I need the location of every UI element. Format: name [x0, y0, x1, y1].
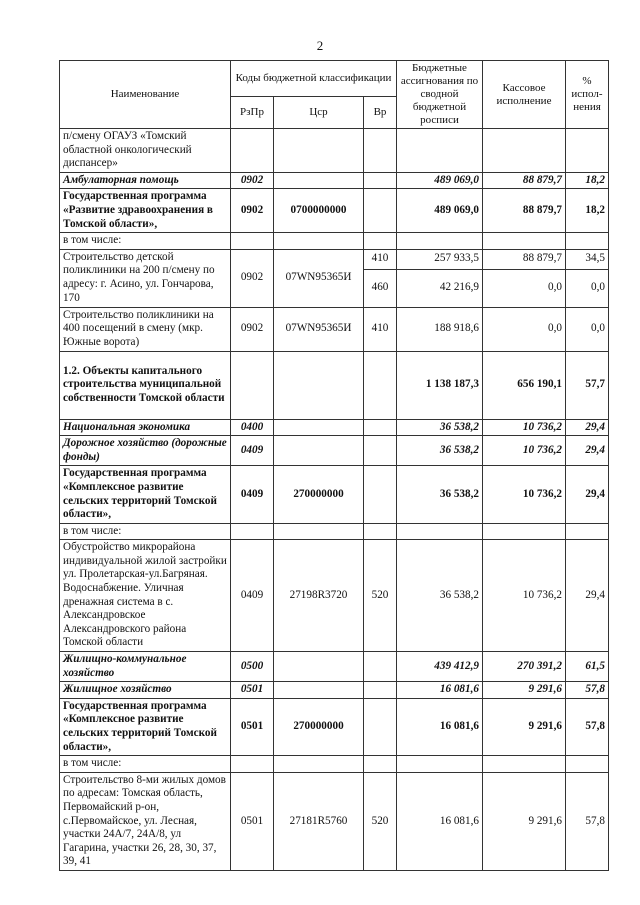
table-row: [60, 233, 609, 250]
budget-table: [59, 60, 609, 871]
row-name: Государственная программа «Развитие здравоохранения в Томской области»,: [60, 189, 231, 233]
header-codes: Коды бюджетной классификации: [231, 61, 397, 97]
row-cash: 10 736,2: [483, 466, 566, 523]
row-name: в том числе:: [60, 756, 231, 773]
row-pct: 57,8: [566, 698, 609, 755]
row-rzpr: 0902: [231, 249, 274, 307]
row-cash: 9 291,6: [483, 698, 566, 755]
row-csr: 07WN95365И: [274, 307, 364, 351]
row-cash: 0,0: [483, 307, 566, 351]
table-row: [60, 172, 609, 189]
row-rzpr: 0409: [231, 466, 274, 523]
row-cash: 88 879,7: [483, 172, 566, 189]
row-cash: 656 190,1: [483, 351, 566, 419]
row-vr: 460: [364, 269, 397, 307]
header-csr: Цср: [274, 97, 364, 129]
row-csr: 0700000000: [274, 189, 364, 233]
row-assign: 16 081,6: [397, 682, 483, 699]
row-rzpr: 0400: [231, 419, 274, 436]
row-name: Обустройство микрорайона индивидуальной жилой застройки ул. Пролетарская-ул.Багряная. Водоснабжение. Уличная дренажная система в с. Александровское Александровского района Томской области: [60, 540, 231, 652]
row-pct: 29,4: [566, 540, 609, 652]
row-rzpr: 0501: [231, 698, 274, 755]
row-assign: 1 138 187,3: [397, 351, 483, 419]
row-cash: 88 879,7: [483, 249, 566, 269]
row-name: Государственная программа «Комплексное развитие сельских территорий Томской области»,: [60, 698, 231, 755]
row-csr: 07WN95365И: [274, 249, 364, 307]
row-cash: 270 391,2: [483, 652, 566, 682]
table-row: [60, 466, 609, 523]
row-pct: 34,5: [566, 249, 609, 269]
row-cash: 0,0: [483, 269, 566, 307]
table-row: [60, 772, 609, 870]
row-vr: 520: [364, 772, 397, 870]
row-pct: 18,2: [566, 189, 609, 233]
row-assign: 489 069,0: [397, 189, 483, 233]
table-row: [60, 756, 609, 773]
row-pct: 57,8: [566, 772, 609, 870]
row-pct: 61,5: [566, 652, 609, 682]
table-row: [60, 351, 609, 419]
row-rzpr: 0409: [231, 540, 274, 652]
row-csr: 270000000: [274, 466, 364, 523]
row-name: Амбулаторная помощь: [60, 172, 231, 189]
row-name: Строительство 8-ми жилых домов по адресам: Томская область, Первомайский р-он, с.Первомайское, ул. Лесная, участки 24А/7, 24А/8, ул Гагарина, участки 26, 28, 30, 37, 39, 41: [60, 772, 231, 870]
row-cash: 9 291,6: [483, 772, 566, 870]
row-rzpr: 0501: [231, 682, 274, 699]
row-name: Национальная экономика: [60, 419, 231, 436]
row-rzpr: 0409: [231, 436, 274, 466]
row-csr: 27198R3720: [274, 540, 364, 652]
row-assign: 42 216,9: [397, 269, 483, 307]
row-pct: 29,4: [566, 436, 609, 466]
header-vr: Вр: [364, 97, 397, 129]
row-pct: 0,0: [566, 307, 609, 351]
row-cash: 10 736,2: [483, 419, 566, 436]
row-name: п/смену ОГАУЗ «Томский областной онкологический диспансер»: [60, 129, 231, 173]
row-assign: 257 933,5: [397, 249, 483, 269]
table-row: [60, 540, 609, 652]
row-assign: 36 538,2: [397, 419, 483, 436]
table-row: [60, 436, 609, 466]
row-pct: 29,4: [566, 419, 609, 436]
row-rzpr: 0902: [231, 172, 274, 189]
row-cash: 88 879,7: [483, 189, 566, 233]
row-rzpr: 0902: [231, 307, 274, 351]
row-name: 1.2. Объекты капитального строительства муниципальной собственности Томской области: [60, 351, 231, 419]
table-row: [60, 682, 609, 699]
row-assign: 439 412,9: [397, 652, 483, 682]
row-cash: 9 291,6: [483, 682, 566, 699]
row-assign: 16 081,6: [397, 698, 483, 755]
row-cash: 10 736,2: [483, 540, 566, 652]
header-assignations: Бюджетные ассигнования по сводной бюджетной росписи: [397, 61, 483, 129]
table-row: [60, 189, 609, 233]
row-assign: 188 918,6: [397, 307, 483, 351]
page-number: 2: [316, 38, 324, 53]
table-row: [60, 129, 609, 173]
table-row: [60, 652, 609, 682]
row-name: Строительство детской поликлиники на 200 п/смену по адресу: г. Асино, ул. Гончарова, 170: [60, 249, 231, 307]
row-pct: 0,0: [566, 269, 609, 307]
table-row: [60, 249, 609, 269]
row-assign: 36 538,2: [397, 436, 483, 466]
table-row: [60, 307, 609, 351]
row-name: в том числе:: [60, 233, 231, 250]
row-assign: 36 538,2: [397, 540, 483, 652]
row-pct: 57,8: [566, 682, 609, 699]
row-name: Государственная программа «Комплексное развитие сельских территорий Томской области»,: [60, 466, 231, 523]
header-cash: Кассовое исполнение: [483, 61, 566, 129]
row-assign: 16 081,6: [397, 772, 483, 870]
row-name: Жилищно-коммунальное хозяйство: [60, 652, 231, 682]
row-pct: 18,2: [566, 172, 609, 189]
header-rzpr: РзПр: [231, 97, 274, 129]
row-name: Строительство поликлиники на 400 посещений в смену (мкр. Южные ворота): [60, 307, 231, 351]
row-assign: 489 069,0: [397, 172, 483, 189]
table-row: [60, 523, 609, 540]
row-pct: 57,7: [566, 351, 609, 419]
row-vr: 410: [364, 249, 397, 269]
table-row: [60, 419, 609, 436]
row-pct: 29,4: [566, 466, 609, 523]
header-percent: % испол-нения: [566, 61, 609, 129]
row-name: Дорожное хозяйство (дорожные фонды): [60, 436, 231, 466]
row-cash: 10 736,2: [483, 436, 566, 466]
row-vr: 520: [364, 540, 397, 652]
table-row: [60, 698, 609, 755]
table-header-row: [60, 61, 609, 97]
row-vr: 410: [364, 307, 397, 351]
row-rzpr: 0500: [231, 652, 274, 682]
row-assign: 36 538,2: [397, 466, 483, 523]
row-csr: 27181R5760: [274, 772, 364, 870]
row-name: Жилищное хозяйство: [60, 682, 231, 699]
row-rzpr: 0902: [231, 189, 274, 233]
row-name: в том числе:: [60, 523, 231, 540]
row-rzpr: 0501: [231, 772, 274, 870]
row-csr: 270000000: [274, 698, 364, 755]
header-name: Наименование: [60, 61, 231, 129]
